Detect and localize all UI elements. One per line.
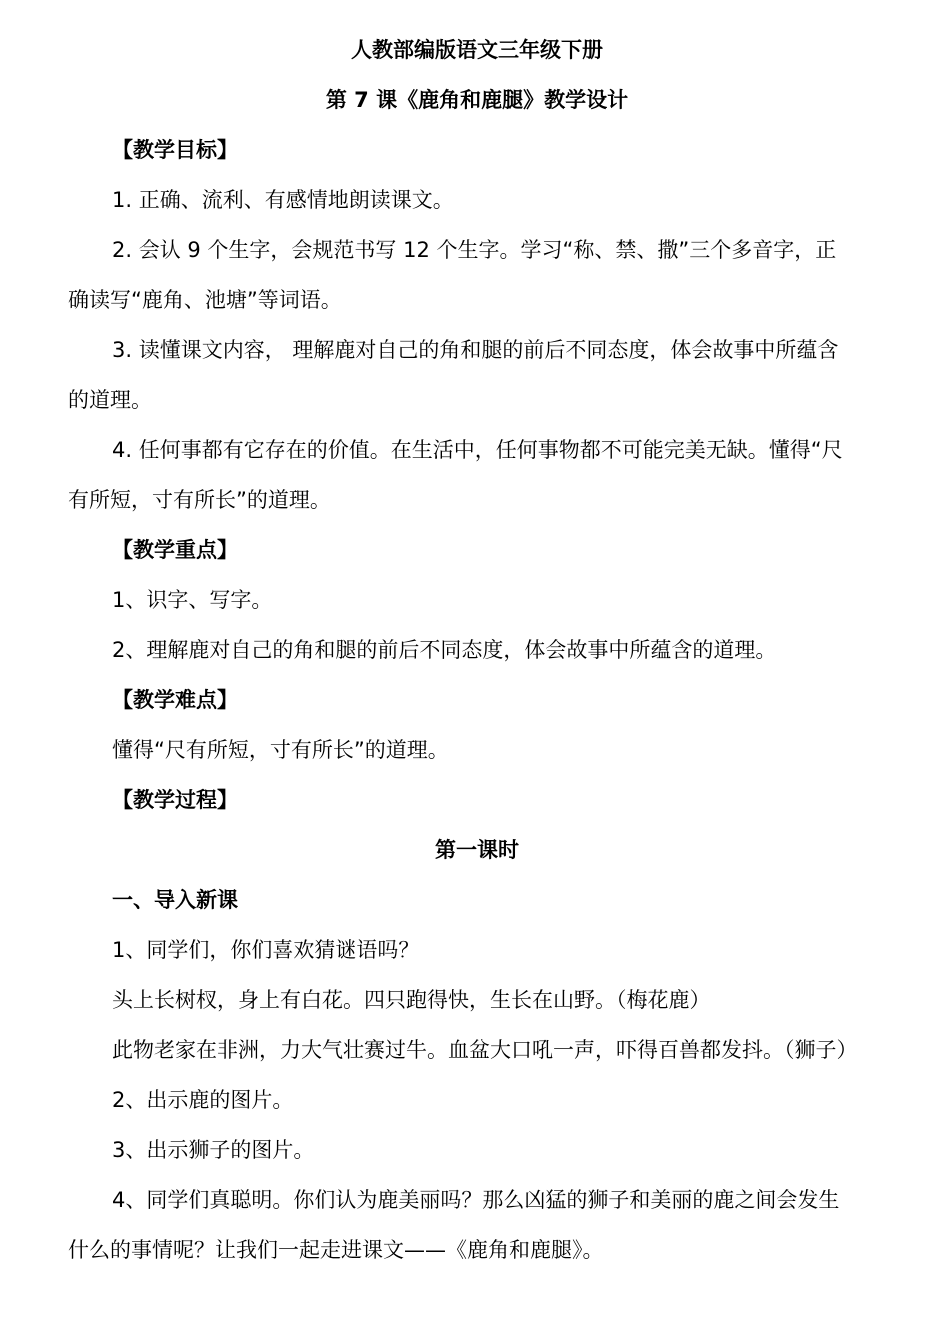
key-item-1: 1、识字、写字。 <box>112 588 273 612</box>
goal-item-1: 1. 正确、流利、有感情地朗读课文。 <box>112 188 454 212</box>
process-heading: 【教学过程】 <box>112 788 238 812</box>
lesson-period-title: 第一课时 <box>435 838 519 862</box>
lesson-title: 第 7 课《鹿角和鹿腿》教学设计 <box>325 88 629 112</box>
part1-item-2: 2、出示鹿的图片。 <box>112 1088 294 1112</box>
document-title: 人教部编版语文三年级下册 <box>351 38 603 62</box>
riddle-lion: 此物老家在非洲，力大气壮赛过牛。血盆大口吼一声，吓得百兽都发抖。（狮子） <box>112 1038 858 1062</box>
part1-item-4-line-1: 4、同学们真聪明。你们认为鹿美丽吗？那么凶猛的狮子和美丽的鹿之间会发生 <box>112 1188 840 1212</box>
key-item-2: 2、理解鹿对自己的角和腿的前后不同态度，体会故事中所蕴含的道理。 <box>112 638 777 662</box>
part1-item-4-line-2: 什么的事情呢？让我们一起走进课文——《鹿角和鹿腿》。 <box>68 1238 604 1262</box>
difficulty-heading: 【教学难点】 <box>112 688 238 712</box>
part1-item-3: 3、出示狮子的图片。 <box>112 1138 315 1162</box>
goal-item-4-line-2: 有所短，寸有所长”的道理。 <box>68 488 331 512</box>
part1-item-1: 1、同学们，你们喜欢猜谜语吗？ <box>112 938 420 962</box>
riddle-deer: 头上长树杈，身上有白花。四只跑得快，生长在山野。（梅花鹿） <box>112 988 711 1012</box>
goal-item-3-line-2: 的道理。 <box>68 388 152 412</box>
goal-item-2-line-2: 确读写“鹿角、池塘”等词语。 <box>68 288 342 312</box>
difficulty-item-1: 懂得“尺有所短，寸有所长”的道理。 <box>112 738 449 762</box>
goal-item-2-line-1: 2. 会认 9 个生字，会规范书写 12 个生字。学习“称、禁、撒”三个多音字，正 <box>112 238 837 262</box>
goals-heading: 【教学目标】 <box>112 138 238 162</box>
key-heading: 【教学重点】 <box>112 538 238 562</box>
goal-item-3-line-1: 3. 读懂课文内容， 理解鹿对自己的角和腿的前后不同态度，体会故事中所蕴含 <box>112 338 839 362</box>
part1-heading: 一、导入新课 <box>112 888 238 912</box>
goal-item-4-line-1: 4. 任何事都有它存在的价值。在生活中，任何事物都不可能完美无缺。懂得“尺 <box>112 438 843 462</box>
